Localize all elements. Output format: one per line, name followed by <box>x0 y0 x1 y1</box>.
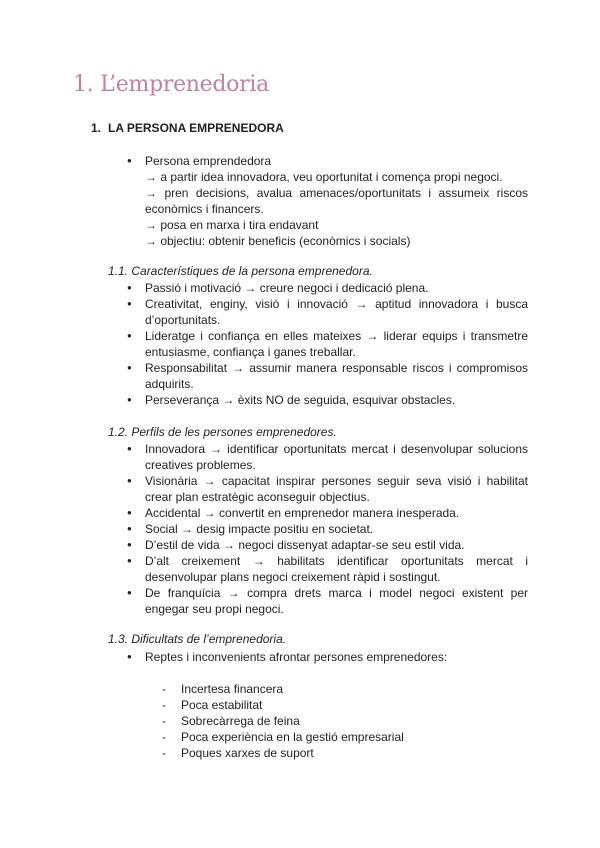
profiles-list <box>0 441 528 617</box>
list-item: - Poca estabilitat <box>0 697 404 713</box>
characteristics-list <box>0 280 528 408</box>
list-item: ● Creativitat, enginy, visió i innovació → aptitud innovadora i busca d’oportunitats. <box>0 296 528 328</box>
list-item: - Incertesa financera <box>0 681 404 697</box>
list-item: ● Lideratge i confiança en elles mateixes → liderar equips i transmetre entusiasme, confiança i ganes treballar. <box>0 328 528 360</box>
list-item: ● Passió i motivació → creure negoci i dedicació plena. <box>0 280 528 296</box>
list-item: ● Reptes i inconvenients afrontar persones emprenedores: <box>0 649 528 665</box>
list-item: - Sobrecàrrega de feina <box>0 713 404 729</box>
intro-list <box>0 153 528 249</box>
intro-line: → posa en marxa i tira endavant <box>145 218 319 232</box>
list-item <box>0 153 528 249</box>
page-title: 1. L’emprenedoria <box>73 72 269 97</box>
difficulties-sublist <box>0 681 404 761</box>
intro-line: → a partir idea innovadora, veu oportunitat i comença propi negoci. <box>145 170 503 184</box>
intro-line: → pren decisions, avalua amenaces/oportunitats i assumeix riscos econòmics i financers. <box>145 186 528 216</box>
subsection-heading: 1.1. Característiques de la persona emprenedora. <box>108 264 373 278</box>
list-item: ● De franquícia → compra drets marca i model negoci existent per engegar seu propi negoci. <box>0 585 528 617</box>
list-item: ● Social → desig impacte positiu en societat. <box>0 521 528 537</box>
list-item: ● Responsabilitat → assumir manera responsable riscos i compromisos adquirits. <box>0 360 528 392</box>
list-item: - Poques xarxes de suport <box>0 745 404 761</box>
list-item: ● Innovadora → identificar oportunitats mercat i desenvolupar solucions creatives problemes. <box>0 441 528 473</box>
subsection-heading: 1.3. Dificultats de l’emprenedoria. <box>108 632 287 646</box>
list-item: ● Perseverança → èxits NO de seguida, esquivar obstacles. <box>0 392 528 408</box>
intro-line: → objectiu: obtenir beneficis (econòmics i socials) <box>145 234 411 248</box>
section-number: 1. <box>91 121 102 135</box>
section-heading <box>91 121 284 135</box>
intro-label: ● Persona emprendedora <box>145 154 272 168</box>
subsection-heading: 1.2. Perfils de les persones emprenedores. <box>108 425 337 439</box>
section-label: LA PERSONA EMPRENEDORA <box>108 121 284 135</box>
list-item: ● Visionària → capacitat inspirar persones seguir seva visió i habilitat crear plan estratègic aconseguir objectius. <box>0 473 528 505</box>
list-item: ● D’alt creixement → habilitats identificar oportunitats mercat i desenvolupar plans negoci creixement ràpid i sostingut. <box>0 553 528 585</box>
list-item: ● D’estil de vida → negoci dissenyat adaptar-se seu estil vida. <box>0 537 528 553</box>
list-item: ● Accidental → convertit en emprenedor manera inesperada. <box>0 505 528 521</box>
difficulties-list <box>0 649 528 665</box>
list-item: - Poca experiència en la gestió empresarial <box>0 729 404 745</box>
